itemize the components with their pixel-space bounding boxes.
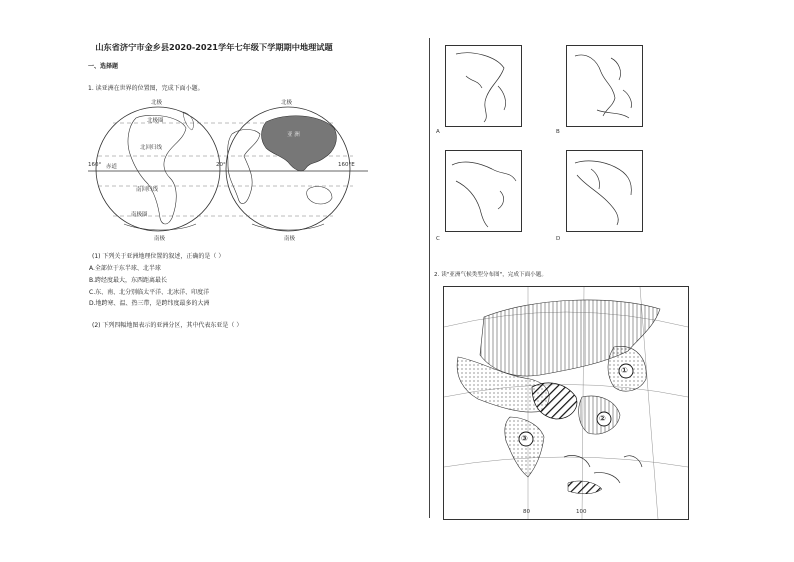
option-a[interactable]: A.全部位于东半球、北半球 <box>89 265 161 272</box>
section-heading: 一、选择题 <box>88 63 119 70</box>
antarctic-circle-label: 南极圈 <box>131 212 148 218</box>
lon-20w-label: 20° <box>216 162 226 168</box>
map-c-label: C <box>436 236 440 242</box>
option-b[interactable]: B.跨经度最大，东西距离最长 <box>89 277 168 284</box>
option-c[interactable]: C.东、南、北分别临太平洋、北冰洋、印度洋 <box>89 289 210 296</box>
map-a-label: A <box>436 129 440 135</box>
map-d[interactable] <box>566 150 643 232</box>
lon-160w-label: 160° <box>88 162 102 168</box>
marker-3: ③ <box>521 434 528 443</box>
north-pole-label: 北极 <box>151 100 163 106</box>
marker-1: ① <box>621 366 628 375</box>
column-divider <box>429 38 430 518</box>
marker-2: ② <box>599 414 606 423</box>
page-title: 山东省济宁市金乡县2020-2021学年七年级下学期期中地理试题 <box>95 42 333 52</box>
lon-160e-label: 160°E <box>338 162 355 168</box>
south-pole-right-label: 南极 <box>284 236 296 242</box>
map-a[interactable] <box>445 45 522 127</box>
map-d-label: D <box>556 236 561 242</box>
tropic-capricorn-label: 南回归线 <box>136 187 159 193</box>
question-2-stem: 2. 读"亚洲气候类型分布图"，完成下面小题。 <box>434 272 547 278</box>
map-b[interactable] <box>566 45 643 127</box>
sub-question-1-stem: (1) 下列关于亚洲地理位置的叙述，正确的是（ ） <box>92 253 225 260</box>
world-globe-figure <box>88 94 368 244</box>
asia-label: 亚 洲 <box>287 132 300 138</box>
map-b-label: B <box>556 129 560 135</box>
option-d[interactable]: D.地跨寒、温、热三带，是跨纬度最多的大洲 <box>89 300 210 307</box>
sub-question-2-stem: (2) 下列四幅地图表示的亚洲分区，其中代表东亚是（ ） <box>92 322 243 329</box>
arctic-circle-label: 北极圈 <box>147 118 164 124</box>
lon-100-label: 100 <box>576 509 587 515</box>
question-1-stem: 1. 读亚洲在世界的位置图，完成下面小题。 <box>88 85 204 92</box>
north-pole-right-label: 北极 <box>281 100 293 106</box>
map-c[interactable] <box>445 150 522 232</box>
lon-80-label: 80 <box>523 509 530 515</box>
equator-label: 赤道 <box>106 164 118 170</box>
asia-climate-map[interactable] <box>443 286 689 520</box>
tropic-cancer-label: 北回归线 <box>140 145 163 151</box>
south-pole-label: 南极 <box>154 236 166 242</box>
